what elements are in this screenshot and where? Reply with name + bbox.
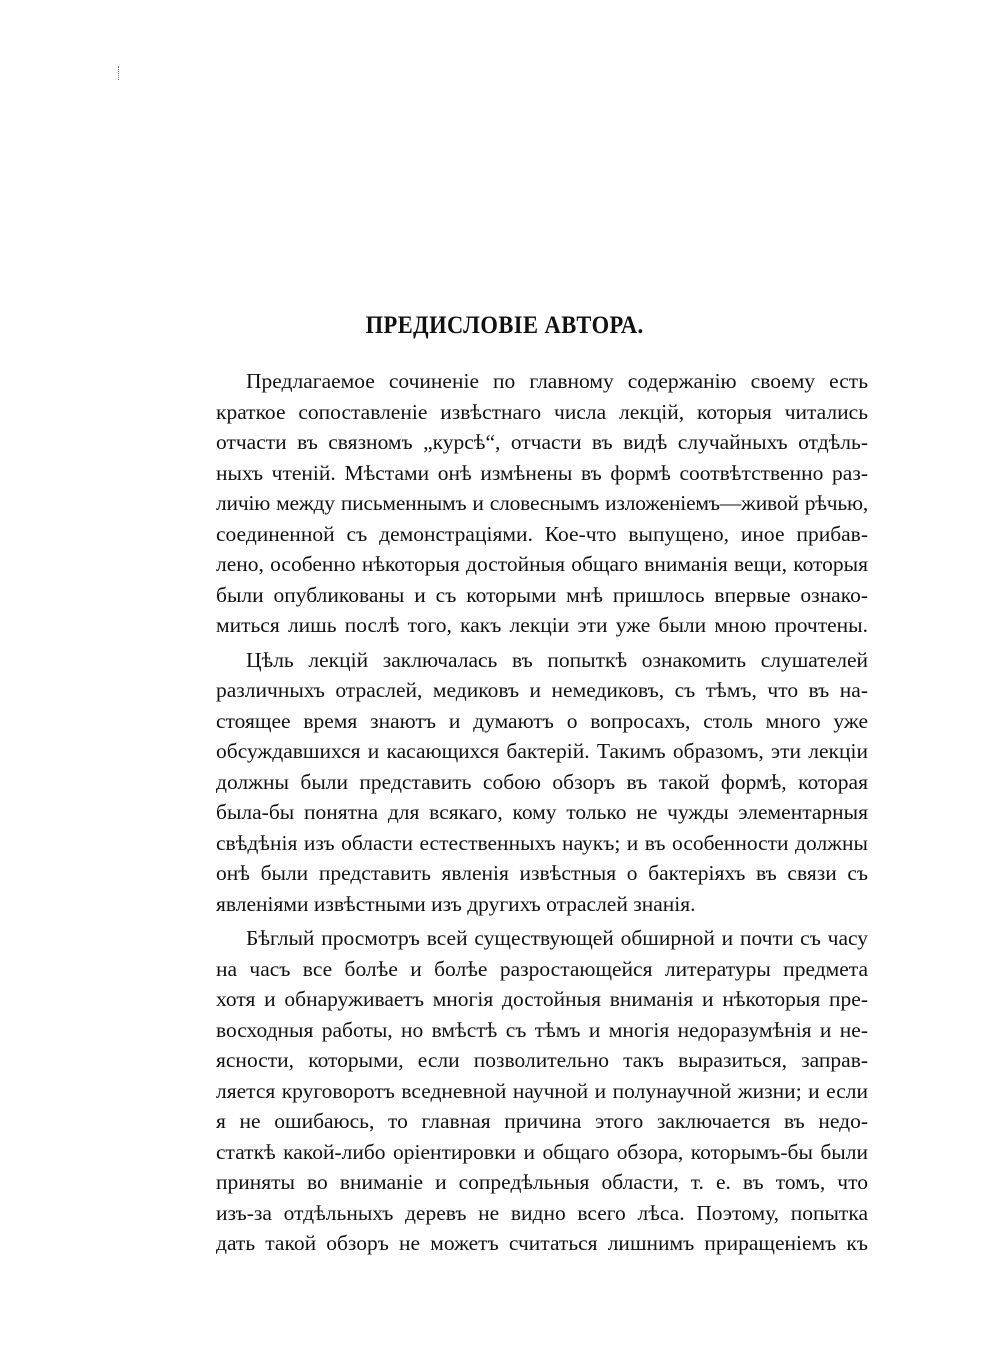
- text-line: приняты во вниманіе и сопредѣльныя области, т. е. въ томъ, что: [216, 1170, 868, 1194]
- text-line: соединенной съ демонстраціями. Кое-что выпущено, иное прибав-: [216, 521, 868, 546]
- text-line: онѣ были представить явленія извѣстныя о бактеріяхъ въ связи съ: [216, 861, 868, 885]
- text-line: должны были представить собою обзоръ въ такой формѣ, которая: [216, 769, 868, 794]
- text-line: явленіями извѣстными изъ другихъ отраслей знанія.: [216, 891, 696, 916]
- text-line: личію между письменнымъ и словеснымъ изложеніемъ—живой рѣчью,: [216, 491, 868, 515]
- body-text: [216, 366, 868, 1259]
- text-line: ясности, которыми, если позволительно такъ выразиться, заправ-: [216, 1048, 868, 1072]
- text-line: Бѣглый просмотръ всей существующей обширной и почти съ часу: [246, 926, 868, 950]
- text-line: Предлагаемое сочиненіе по главному содержанію своему есть: [246, 369, 868, 393]
- text-line: отчасти въ связномъ „курсѣ“, отчасти въ видѣ случайныхъ отдѣль-: [216, 430, 868, 454]
- text-line: была-бы понятна для всякаго, кому только не чужды элементарныя: [216, 800, 868, 824]
- text-line: различныхъ отраслей, медиковъ и немедиковъ, съ тѣмъ, что въ на-: [216, 678, 868, 702]
- text-line: миться лишь послѣ того, какъ лекціи эти уже были мною прочтены.: [216, 613, 868, 637]
- text-line: статкѣ какой-либо оріентировки и общаго обзора, которымъ-бы были: [216, 1139, 868, 1164]
- text-line: дать такой обзоръ не можетъ считаться лишнимъ приращеніемъ къ: [216, 1231, 868, 1255]
- text-line: свѣдѣнія изъ области естественныхъ наукъ; и въ особенности должны: [216, 830, 868, 855]
- text-line: Цѣль лекцій заключалась въ попыткѣ ознакомить слушателей: [246, 647, 868, 672]
- text-line: были опубликованы и съ которыми мнѣ пришлось впервые ознако-: [216, 582, 868, 607]
- text-line: изъ-за отдѣльныхъ деревъ не видно всего лѣса. Поэтому, попытка: [216, 1200, 868, 1225]
- text-line: ныхъ чтеній. Мѣстами онѣ измѣнены въ формѣ соотвѣтственно раз-: [216, 460, 868, 485]
- scan-speck: [118, 66, 121, 80]
- text-line: лено, особенно нѣкоторыя достойныя общаго вниманія вещи, которыя: [216, 552, 868, 576]
- paragraph: [216, 645, 868, 920]
- text-line: обсуждавшихся и касающихся бактерій. Такимъ образомъ, эти лекціи: [216, 739, 868, 763]
- paragraph: [216, 366, 868, 641]
- text-line: на часъ все болѣе и болѣе разростающейся литературы предмета: [216, 956, 868, 981]
- paragraph: [216, 923, 868, 1259]
- text-line: я не ошибаюсь, то главная причина этого заключается въ недо-: [216, 1109, 868, 1133]
- text-line: краткое сопоставленіе извѣстнаго числа лекцій, которыя читались: [216, 399, 868, 424]
- text-line: восходныя работы, но вмѣстѣ съ тѣмъ и многія недоразумѣнія и не-: [216, 1017, 868, 1042]
- text-line: хотя и обнаруживаетъ многія достойныя вниманія и нѣкоторыя пре-: [216, 987, 868, 1011]
- text-line: ляется круговоротъ вседневной научной и полунаучной жизни; и если: [216, 1078, 868, 1103]
- text-line: стоящее время знаютъ и думаютъ о вопросахъ, столь много уже: [216, 708, 868, 733]
- page-title: ПРЕДИСЛОВІЕ АВТОРА.: [365, 312, 644, 339]
